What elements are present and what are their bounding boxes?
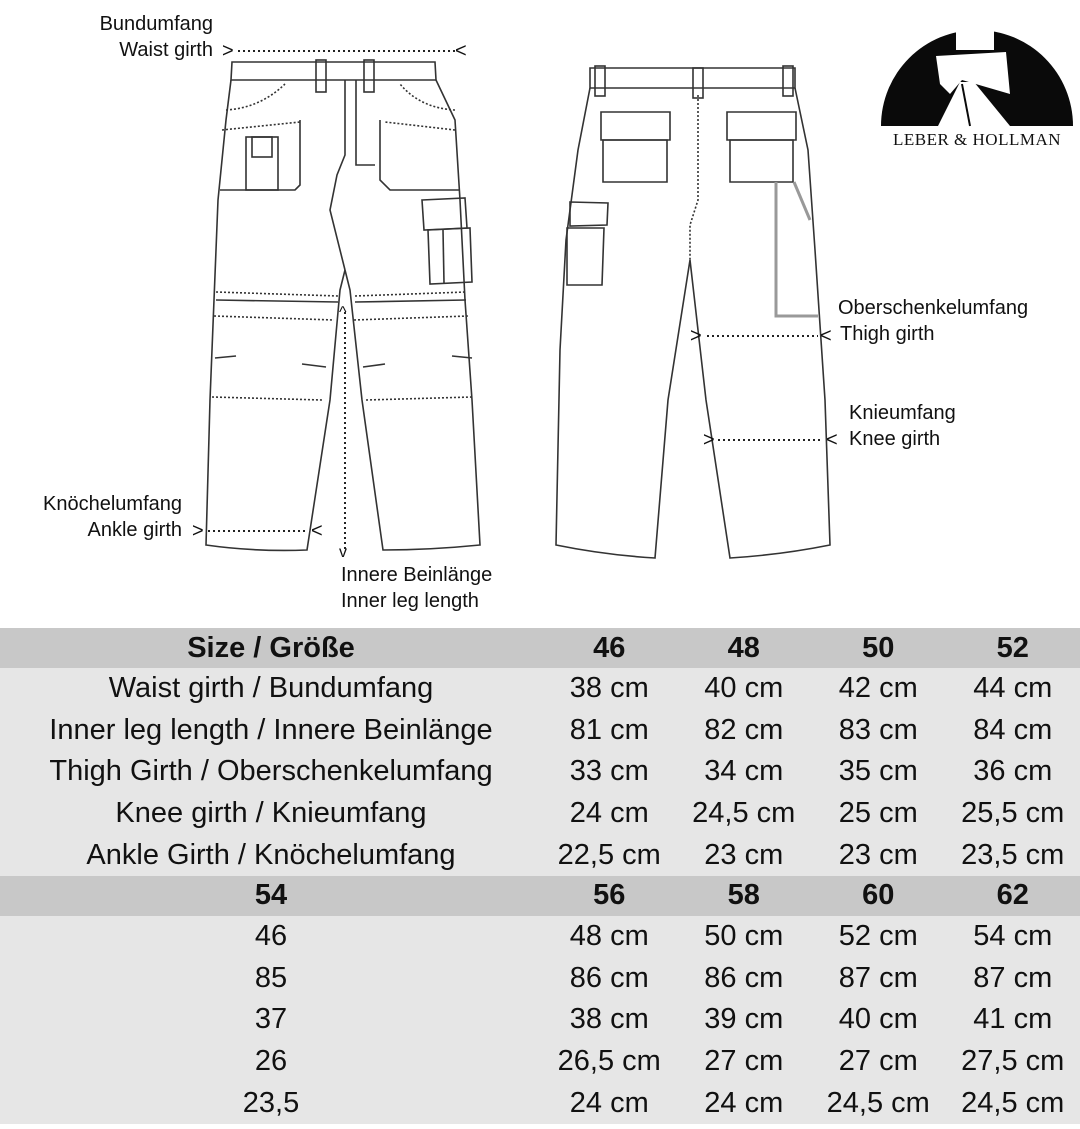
size-col: 46 [593,631,626,664]
table-row [0,916,1080,958]
row-label: Ankle Girth / Knöchelumfang [86,838,456,871]
cell: 39 cm [704,1003,784,1036]
table-row [0,751,1080,793]
cell: 24,5 cm [961,1086,1065,1119]
table-row [0,1041,1080,1083]
brand-name: LEBER & HOLLMAN [892,130,1062,149]
size-col: 56 [593,879,626,912]
ankle-arrow-left: > [192,520,204,542]
row-label: 26 [254,1045,288,1078]
cell: 44 cm [973,672,1053,705]
cell: 24,5 cm [692,797,796,830]
waist-label-de: Bundumfang [99,13,213,35]
thigh-label-en: Thigh girth [840,323,935,345]
cell: 24 cm [569,1086,649,1119]
inner-leg-arrow-up: ^ [339,304,347,321]
cell: 52 cm [838,920,918,953]
size-header-row-2 [0,876,1080,916]
inner-leg-arrow-down: v [339,544,347,561]
cell: 27 cm [838,1045,918,1078]
cell: 40 cm [838,1003,918,1036]
knee-label-en: Knee girth [849,428,941,450]
cell: 50 cm [704,920,784,953]
size-header-row [0,628,1080,668]
row-label: 23,5 [242,1086,300,1119]
table-row [0,999,1080,1041]
row-label: 85 [254,961,288,994]
cell: 48 cm [569,920,649,953]
table-row [0,710,1080,752]
cell: 42 cm [838,672,918,705]
table-row [0,793,1080,835]
cell: 83 cm [838,713,918,746]
knee-arrow-right: < [826,429,838,451]
cell: 38 cm [569,1003,649,1036]
row-label: Knee girth / Knieumfang [115,797,427,830]
brand-logo [878,4,1076,154]
knee-label-de: Knieumfang [849,402,956,424]
cell: 87 cm [973,961,1053,994]
size-table-body-1 [0,668,1080,876]
cell: 87 cm [838,961,918,994]
cell: 24 cm [704,1086,784,1119]
size-header-label: Size / Größe [187,631,355,664]
table-row [0,1082,1080,1124]
cell: 25,5 cm [961,797,1065,830]
thigh-label-de: Oberschenkelumfang [838,297,1029,319]
ankle-label-de: Knöchelumfang [43,493,182,515]
table-row [0,958,1080,1000]
row-label: 46 [254,920,288,953]
row-label: Thigh Girth / Oberschenkelumfang [49,755,493,788]
cell: 84 cm [973,713,1053,746]
row-label: Inner leg length / Innere Beinlänge [49,713,493,746]
cell: 82 cm [704,713,784,746]
cell: 27 cm [704,1045,784,1078]
thigh-arrow-left: > [690,325,702,347]
cell: 33 cm [569,755,649,788]
cell: 25 cm [838,797,918,830]
waist-label-en: Waist girth [119,39,213,61]
size-col: 58 [727,879,760,912]
cell: 22,5 cm [557,838,661,871]
cell: 41 cm [973,1003,1053,1036]
front-waistband [231,62,436,80]
cell: 24,5 cm [826,1086,930,1119]
cell: 23,5 cm [961,838,1065,871]
size-col: 52 [996,631,1029,664]
size-col: 50 [862,631,895,664]
thigh-arrow-right: < [820,325,832,347]
cell: 86 cm [569,961,649,994]
size-table-body-2 [0,916,1080,1124]
knee-arrow-left: > [703,429,715,451]
size-header-label: 54 [254,879,288,912]
size-table [0,628,1080,1124]
cell: 40 cm [704,672,784,705]
table-row [0,834,1080,876]
cell: 36 cm [973,755,1053,788]
cell: 23 cm [704,838,784,871]
cell: 35 cm [838,755,918,788]
cell: 24 cm [569,797,649,830]
cell: 34 cm [704,755,784,788]
ankle-arrow-right: < [311,520,323,542]
row-label: 37 [254,1003,288,1036]
cell: 38 cm [569,672,649,705]
cell: 86 cm [704,961,784,994]
size-col: 48 [727,631,760,664]
cell: 81 cm [569,713,649,746]
table-row [0,668,1080,710]
cell: 26,5 cm [557,1045,661,1078]
size-col: 62 [996,879,1029,912]
inner-leg-label-de: Innere Beinlänge [341,564,493,586]
ship-icon [878,4,1076,132]
waist-arrow-left: > [222,40,234,62]
cell: 27,5 cm [961,1045,1065,1078]
waist-arrow-right: < [455,40,467,62]
cell: 23 cm [838,838,918,871]
size-col: 60 [862,879,895,912]
cell: 54 cm [973,920,1053,953]
row-label: Waist girth / Bundumfang [108,672,434,705]
ankle-label-en: Ankle girth [87,519,182,541]
inner-leg-label-en: Inner leg length [341,590,479,612]
